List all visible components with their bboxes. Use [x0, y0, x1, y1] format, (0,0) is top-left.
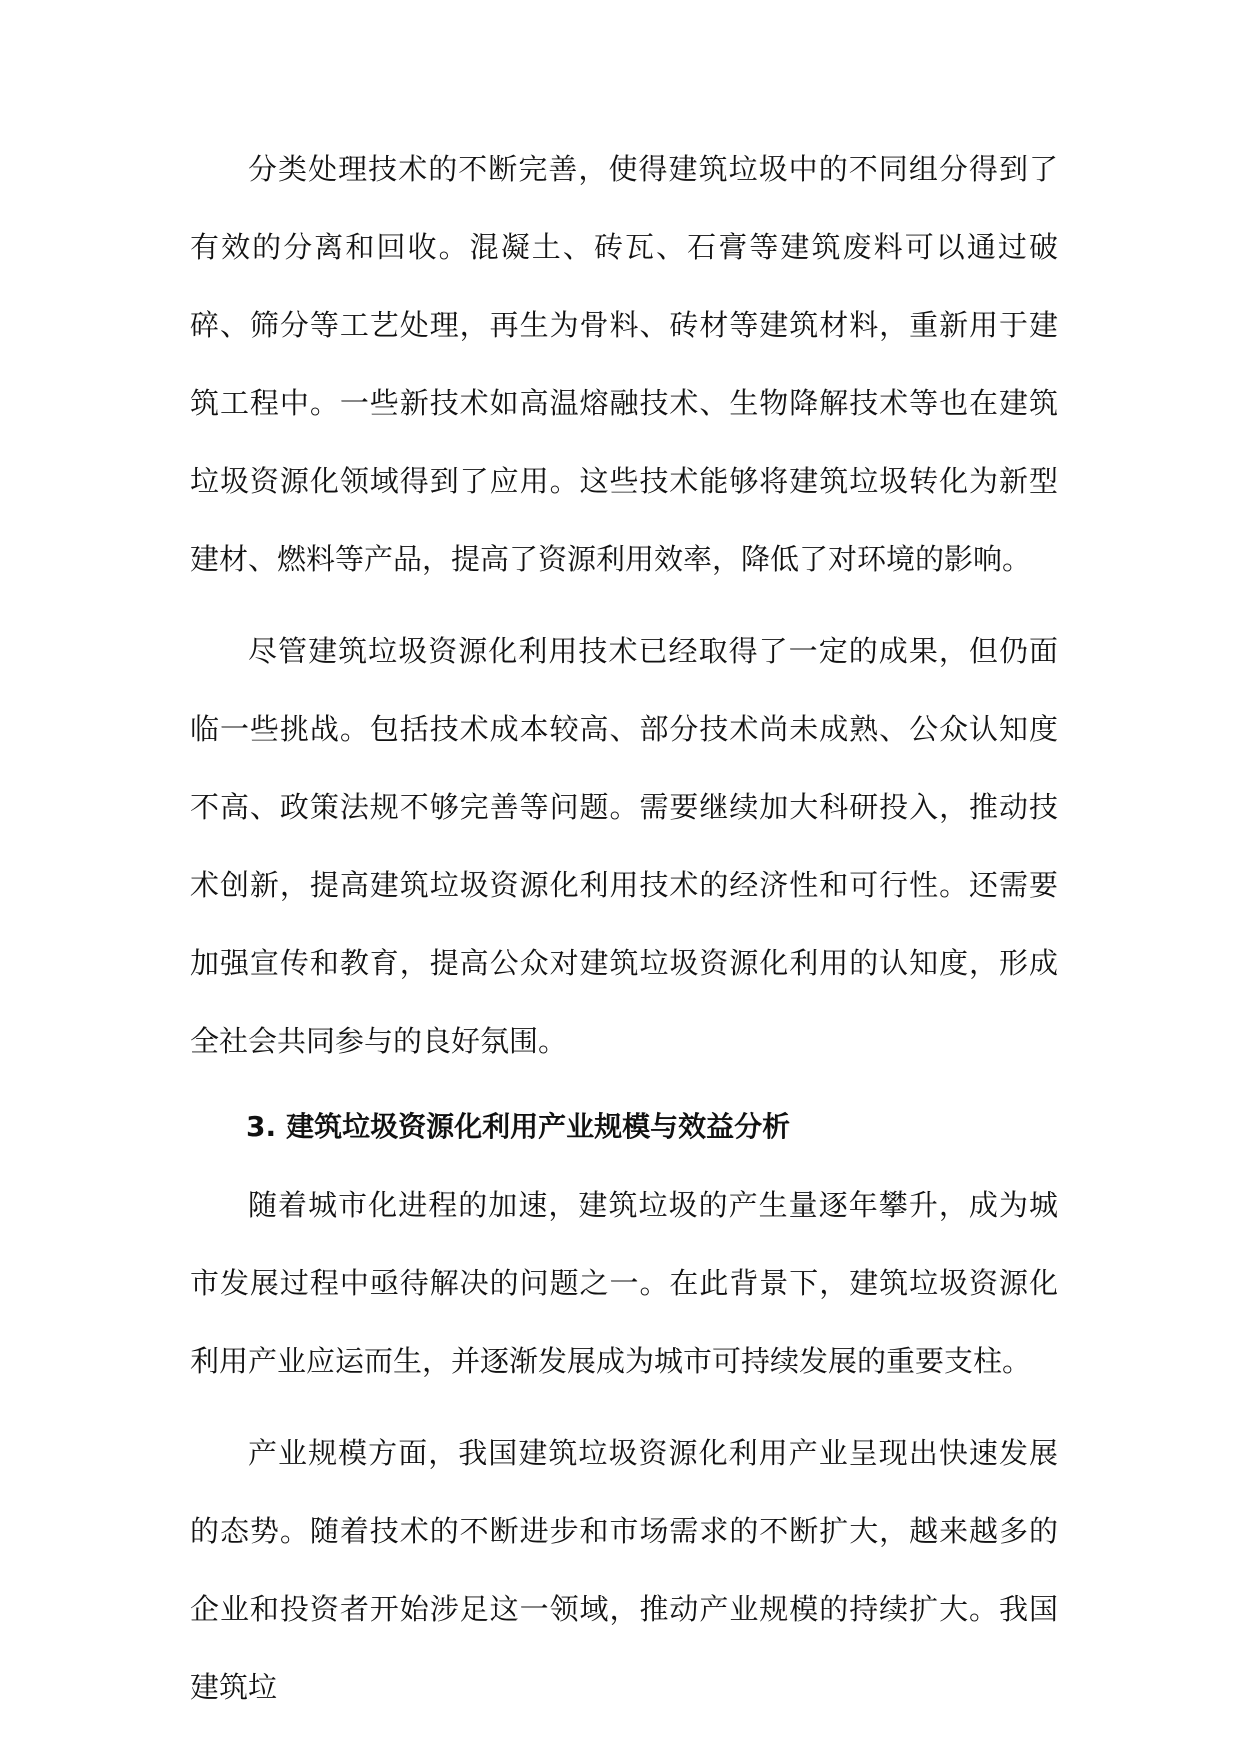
paragraph-sorting-technology: 分类处理技术的不断完善，使得建筑垃圾中的不同组分得到了有效的分离和回收。混凝土、砖瓦、石膏等建筑废料可以通过破碎、筛分等工艺处理，再生为骨料、砖材等建筑材料，重新用于建筑工程中。一些新技术如高温熔融技术、生物降解技术等也在建筑垃圾资源化领域得到了应用。这些技术能够将建筑垃圾转化为新型建材、燃料等产品，提高了资源利用效率，降低了对环境的影响。 [190, 152, 1058, 576]
paragraph-gap [190, 1400, 1058, 1414]
paragraph-industry-scale: 产业规模方面，我国建筑垃圾资源化利用产业呈现出快速发展的态势。随着技术的不断进步和市场需求的不断扩大，越来越多的企业和投资者开始涉足这一领域，推动产业规模的持续扩大。我国建筑垃 [190, 1436, 1058, 1704]
paragraph-challenges: 尽管建筑垃圾资源化利用技术已经取得了一定的成果，但仍面临一些挑战。包括技术成本较高、部分技术尚未成熟、公众认知度不高、政策法规不够完善等问题。需要继续加大科研投入，推动技术创新，提高建筑垃圾资源化利用技术的经济性和可行性。还需要加强宣传和教育，提高公众对建筑垃圾资源化利用的认知度，形成全社会共同参与的良好氛围。 [190, 634, 1058, 1058]
section-number: 3. [246, 1110, 277, 1143]
paragraph-urbanization: 随着城市化进程的加速，建筑垃圾的产生量逐年攀升，成为城市发展过程中亟待解决的问题之一。在此背景下，建筑垃圾资源化利用产业应运而生，并逐渐发展成为城市可持续发展的重要支柱。 [190, 1188, 1058, 1378]
section-title: 建筑垃圾资源化利用产业规模与效益分析 [286, 1110, 791, 1143]
paragraph-gap [190, 598, 1058, 612]
section-heading [190, 1088, 1058, 1166]
document-page [190, 130, 1058, 1726]
